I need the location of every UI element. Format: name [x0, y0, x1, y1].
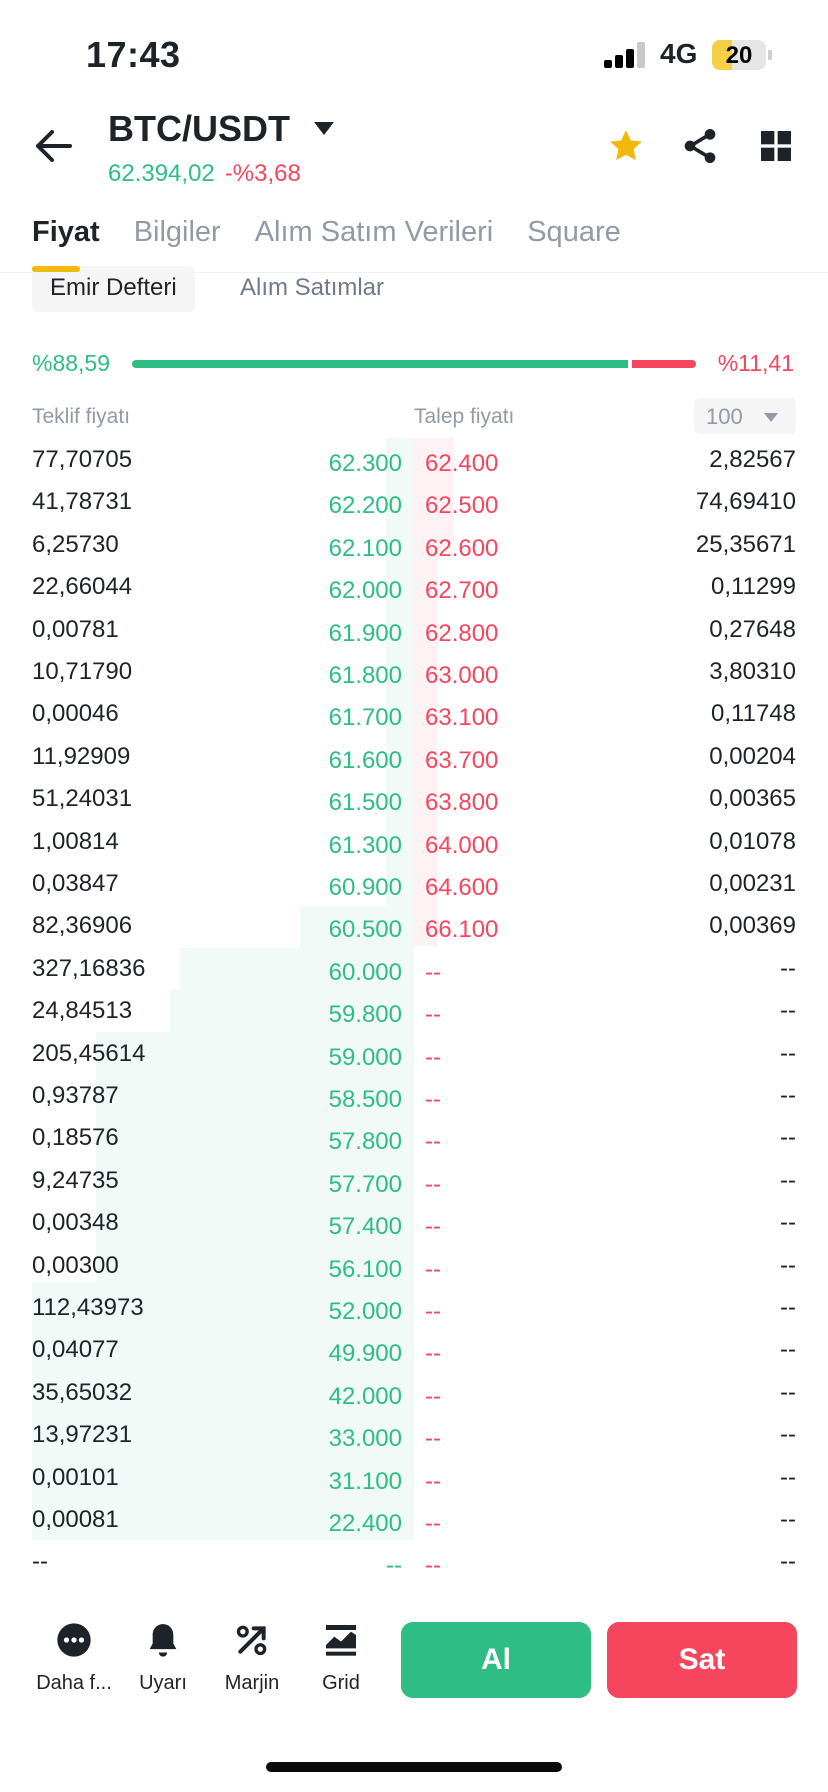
bid-price: 57.800 — [328, 1128, 402, 1155]
order-book-row[interactable] — [0, 565, 828, 607]
order-book-row[interactable] — [0, 1032, 828, 1074]
apps-grid-icon[interactable] — [756, 126, 796, 166]
battery-tip — [768, 50, 772, 60]
ask-quantity: -- — [780, 1082, 796, 1109]
active-tab-indicator — [32, 266, 80, 272]
order-book-row[interactable] — [0, 1074, 828, 1116]
ask-quantity: 3,80310 — [709, 658, 796, 685]
ask-quantity: 74,69410 — [695, 488, 796, 515]
order-book-row[interactable] — [0, 1116, 828, 1158]
alert-button[interactable] — [123, 1620, 203, 1695]
bid-price: 60.500 — [328, 916, 402, 943]
ask-price: -- — [425, 1086, 441, 1113]
signal-icon — [604, 42, 648, 68]
bid-price: 61.700 — [328, 704, 402, 731]
order-book-row[interactable] — [0, 1498, 828, 1540]
ask-quantity: -- — [780, 955, 796, 982]
ask-quantity: 0,00204 — [709, 743, 796, 770]
ask-quantity: 0,00365 — [709, 785, 796, 812]
ask-price: 63.100 — [425, 704, 499, 731]
network-type: 4G — [660, 38, 698, 69]
bid-quantity: 35,65032 — [32, 1379, 133, 1406]
bid-quantity: 0,00081 — [32, 1506, 119, 1533]
order-book-row[interactable] — [0, 1328, 828, 1370]
ask-price: -- — [425, 1552, 441, 1579]
bid-quantity: 0,04077 — [32, 1336, 119, 1363]
ask-quantity: 0,01078 — [709, 828, 796, 855]
order-book-row[interactable] — [0, 438, 828, 480]
ask-quantity: -- — [780, 1506, 796, 1533]
tab-alim-satim-verileri[interactable]: Alım Satım Verileri — [254, 216, 494, 248]
tab-bilgiler[interactable]: Bilgiler — [133, 216, 221, 248]
price-summary — [108, 160, 301, 188]
ask-price: -- — [425, 1213, 441, 1240]
ask-price: 63.800 — [425, 789, 499, 816]
ask-price: -- — [425, 1256, 441, 1283]
bid-price: 57.700 — [328, 1171, 402, 1198]
more-label: Daha f... — [36, 1672, 112, 1694]
sell-button[interactable]: Sat — [607, 1622, 797, 1698]
tab-square[interactable]: Square — [527, 216, 621, 248]
last-price: 62.394,02 — [108, 160, 215, 187]
ask-quantity: 0,11748 — [711, 700, 796, 727]
ask-price: -- — [425, 1001, 441, 1028]
bid-quantity: 13,97231 — [32, 1421, 133, 1448]
ask-quantity: -- — [780, 1167, 796, 1194]
bid-price: 62.100 — [328, 535, 402, 562]
bid-price: 42.000 — [328, 1383, 402, 1410]
bid-quantity: 41,78731 — [32, 488, 133, 515]
bid-quantity: 112,43973 — [32, 1294, 144, 1321]
alert-label: Uyarı — [139, 1672, 187, 1694]
bid-price: 31.100 — [328, 1468, 402, 1495]
bid-quantity: 24,84513 — [32, 997, 133, 1024]
ask-price: -- — [425, 1128, 441, 1155]
order-book-row[interactable] — [0, 1413, 828, 1455]
bid-quantity: 22,66044 — [32, 573, 133, 600]
order-book-row[interactable] — [0, 989, 828, 1031]
buy-ratio-bar — [132, 360, 628, 368]
ask-price: 62.700 — [425, 577, 499, 604]
ask-price: -- — [425, 1510, 441, 1537]
ask-price: 62.800 — [425, 620, 499, 647]
bid-price: 62.000 — [328, 577, 402, 604]
order-book-row[interactable] — [0, 1244, 828, 1286]
bid-price: 59.800 — [328, 1001, 402, 1028]
bid-quantity: 0,00348 — [32, 1209, 119, 1236]
ask-quantity: 0,27648 — [709, 616, 796, 643]
grid-trading-icon — [321, 1620, 361, 1660]
grid-button[interactable] — [301, 1620, 381, 1695]
order-book-row[interactable] — [0, 947, 828, 989]
buy-ratio-label: %88,59 — [32, 350, 111, 376]
margin-icon — [232, 1620, 272, 1660]
bid-quantity: 0,00781 — [32, 616, 119, 643]
bid-quantity: 6,25730 — [32, 531, 119, 558]
order-book-row[interactable] — [0, 650, 828, 692]
bid-price: 60.000 — [328, 959, 402, 986]
buy-button[interactable]: Al — [401, 1622, 591, 1698]
status-time: 17:43 — [86, 34, 181, 75]
bid-quantity: 82,36906 — [32, 912, 133, 939]
order-book-row[interactable] — [0, 1456, 828, 1498]
bid-price: 59.000 — [328, 1044, 402, 1071]
bid-price: 61.800 — [328, 662, 402, 689]
caret-down-icon — [764, 413, 778, 422]
bid-quantity: 0,93787 — [32, 1082, 119, 1109]
pair-selector[interactable]: BTC/USDT — [108, 108, 290, 149]
bid-price: 62.200 — [328, 492, 402, 519]
main-tabs — [32, 216, 621, 272]
ask-quantity: 2,82567 — [709, 446, 796, 473]
bid-price-header: Teklif fiyatı — [32, 405, 131, 428]
ask-price: 62.600 — [425, 535, 499, 562]
back-arrow-icon[interactable] — [34, 128, 74, 164]
bid-price: 58.500 — [328, 1086, 402, 1113]
depth-selector[interactable] — [694, 398, 796, 434]
bid-quantity: 51,24031 — [32, 785, 133, 812]
bid-price: -- — [386, 1552, 402, 1579]
ask-price: -- — [425, 1171, 441, 1198]
depth-value: 100 — [706, 404, 743, 429]
margin-button[interactable] — [212, 1620, 292, 1695]
order-book-row[interactable] — [0, 1159, 828, 1201]
ask-price: -- — [425, 1044, 441, 1071]
bid-price: 61.300 — [328, 832, 402, 859]
ask-price: 66.100 — [425, 916, 499, 943]
order-book-row[interactable] — [0, 1540, 828, 1582]
bid-quantity: 0,03847 — [32, 870, 119, 897]
bid-quantity: 0,18576 — [32, 1124, 119, 1151]
bid-price: 22.400 — [328, 1510, 402, 1537]
order-book-row[interactable] — [0, 1286, 828, 1328]
ask-quantity: -- — [780, 1294, 796, 1321]
ask-price: 62.500 — [425, 492, 499, 519]
bid-price: 60.900 — [328, 874, 402, 901]
subtab-trades[interactable]: Alım Satımlar — [240, 274, 385, 301]
ask-quantity: -- — [780, 1209, 796, 1236]
ask-quantity: -- — [780, 1252, 796, 1279]
ask-price: 63.000 — [425, 662, 499, 689]
ask-quantity: 0,11299 — [711, 573, 796, 600]
bid-quantity: 205,45614 — [32, 1040, 146, 1067]
bid-quantity: 11,92909 — [32, 743, 131, 770]
home-indicator — [266, 1762, 562, 1772]
caret-down-icon[interactable] — [314, 122, 334, 135]
more-button[interactable] — [34, 1620, 114, 1695]
bid-quantity: 10,71790 — [32, 658, 133, 685]
star-icon[interactable] — [606, 126, 646, 166]
order-book-row[interactable] — [0, 608, 828, 650]
bid-price: 49.900 — [328, 1340, 402, 1367]
bid-price: 57.400 — [328, 1213, 402, 1240]
bid-price: 52.000 — [328, 1298, 402, 1325]
order-book-row[interactable] — [0, 523, 828, 565]
margin-label: Marjin — [224, 1672, 280, 1694]
ask-quantity: -- — [780, 1124, 796, 1151]
order-book-row[interactable] — [0, 480, 828, 522]
price-change: -%3,68 — [224, 160, 301, 187]
bid-quantity: 327,16836 — [32, 955, 146, 982]
bid-quantity: 0,00300 — [32, 1252, 119, 1279]
order-book-row[interactable] — [0, 1201, 828, 1243]
ask-price: 62.400 — [425, 450, 499, 477]
ask-quantity: 25,35671 — [695, 531, 796, 558]
order-book-row[interactable] — [0, 1371, 828, 1413]
sell-ratio-bar — [632, 360, 696, 368]
ask-price: 64.600 — [425, 874, 499, 901]
bid-quantity: -- — [32, 1548, 48, 1575]
ask-price: -- — [425, 959, 441, 986]
bid-price: 56.100 — [328, 1256, 402, 1283]
sell-ratio-label: %11,41 — [717, 350, 794, 376]
ask-price: -- — [425, 1340, 441, 1367]
ask-price: 63.700 — [425, 747, 499, 774]
ask-quantity: 0,00231 — [709, 870, 796, 897]
order-book-row[interactable] — [0, 777, 828, 819]
ask-quantity: -- — [780, 1040, 796, 1067]
ask-price: 64.000 — [425, 832, 499, 859]
grid-label: Grid — [322, 1672, 360, 1694]
bid-quantity: 1,00814 — [32, 828, 119, 855]
ask-quantity: -- — [780, 1548, 796, 1575]
bid-price: 62.300 — [328, 450, 402, 477]
subtab-order-book[interactable]: Emir Defteri — [32, 266, 195, 312]
battery-level: 20 — [725, 42, 753, 69]
bell-icon — [143, 1620, 183, 1660]
ask-quantity: -- — [780, 1464, 796, 1491]
order-book-row[interactable] — [0, 735, 828, 777]
bid-price: 33.000 — [328, 1425, 402, 1452]
ask-price: -- — [425, 1425, 441, 1452]
status-bar — [0, 0, 828, 100]
order-book-row[interactable] — [0, 820, 828, 862]
ask-quantity: 0,00369 — [709, 912, 796, 939]
ask-price-header: Talep fiyatı — [414, 405, 515, 428]
ask-price: -- — [425, 1383, 441, 1410]
ask-quantity: -- — [780, 1336, 796, 1363]
bid-quantity: 0,00101 — [32, 1464, 119, 1491]
share-icon[interactable] — [680, 126, 720, 166]
bid-price: 61.500 — [328, 789, 402, 816]
order-book-row[interactable] — [0, 904, 828, 946]
bid-quantity: 9,24735 — [32, 1167, 119, 1194]
order-book-row[interactable] — [0, 862, 828, 904]
ask-quantity: -- — [780, 1379, 796, 1406]
ask-quantity: -- — [780, 997, 796, 1024]
more-icon — [54, 1620, 94, 1660]
order-book-row[interactable] — [0, 692, 828, 734]
ask-quantity: -- — [780, 1421, 796, 1448]
battery-icon — [712, 40, 766, 70]
tab-fiyat[interactable]: Fiyat — [32, 216, 100, 248]
ask-price: -- — [425, 1298, 441, 1325]
ask-price: -- — [425, 1468, 441, 1495]
bid-price: 61.600 — [328, 747, 402, 774]
bid-quantity: 77,70705 — [32, 446, 133, 473]
bid-quantity: 0,00046 — [32, 700, 119, 727]
bid-price: 61.900 — [328, 620, 402, 647]
